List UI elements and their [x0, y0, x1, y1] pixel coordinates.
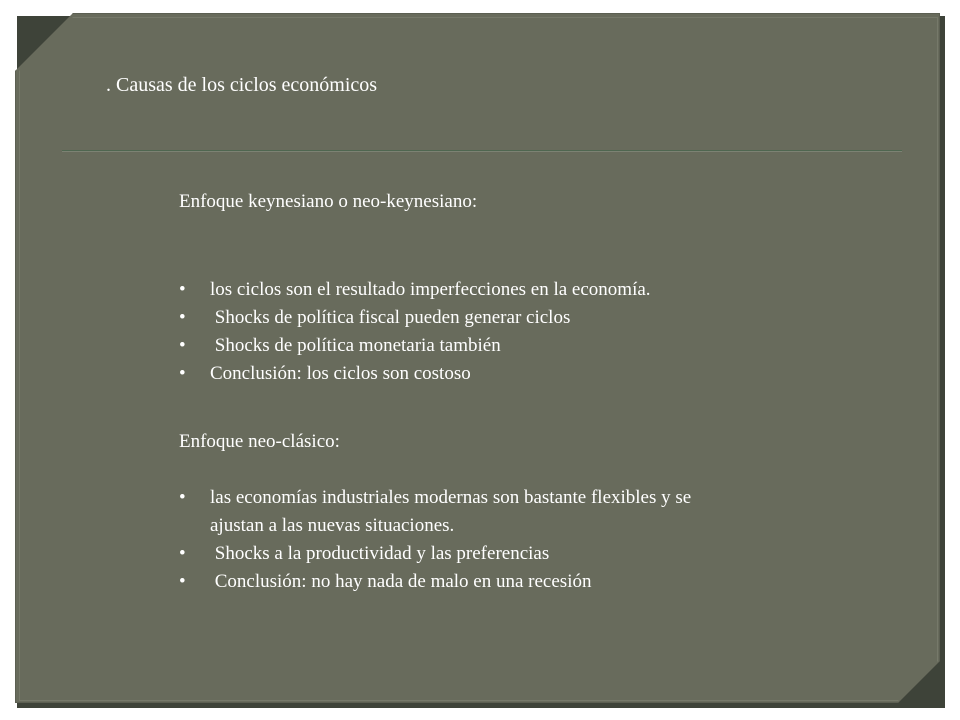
bullet-text: Shocks de política monetaria también — [210, 335, 501, 356]
list-item — [179, 276, 899, 304]
section-heading-neoclassical: Enfoque neo-clásico: — [179, 431, 340, 452]
list-item — [179, 360, 899, 388]
bullet-icon: • — [179, 335, 186, 356]
list-item — [179, 540, 699, 568]
list-item — [179, 484, 699, 540]
section-heading-keynesian: Enfoque keynesiano o neo-keynesiano: — [179, 191, 478, 212]
neoclassical-bullet-list — [179, 484, 699, 596]
bullet-icon: • — [179, 571, 186, 592]
bullet-text: Shocks a la productividad y las preferencias — [210, 543, 550, 564]
slide-title: . Causas de los ciclos económicos — [106, 74, 378, 96]
bullet-text: los ciclos son el resultado imperfecciones en la economía. — [210, 279, 651, 300]
bullet-text: Conclusión: no hay nada de malo en una recesión — [210, 571, 592, 592]
bullet-icon: • — [179, 307, 186, 328]
list-item — [179, 304, 899, 332]
bullet-text: Conclusión: los ciclos son costoso — [210, 363, 471, 384]
title-divider — [62, 150, 902, 152]
list-item — [179, 332, 899, 360]
keynesian-bullet-list — [179, 276, 899, 388]
bullet-text: Shocks de política fiscal pueden generar ciclos — [210, 307, 571, 328]
bullet-icon: • — [179, 543, 186, 564]
bullet-icon: • — [179, 279, 186, 300]
bullet-icon: • — [179, 363, 186, 384]
list-item — [179, 568, 699, 596]
bullet-text: las economías industriales modernas son bastante flexibles y se ajustan a las nuevas situaciones. — [210, 487, 692, 536]
bullet-icon: • — [179, 487, 186, 508]
